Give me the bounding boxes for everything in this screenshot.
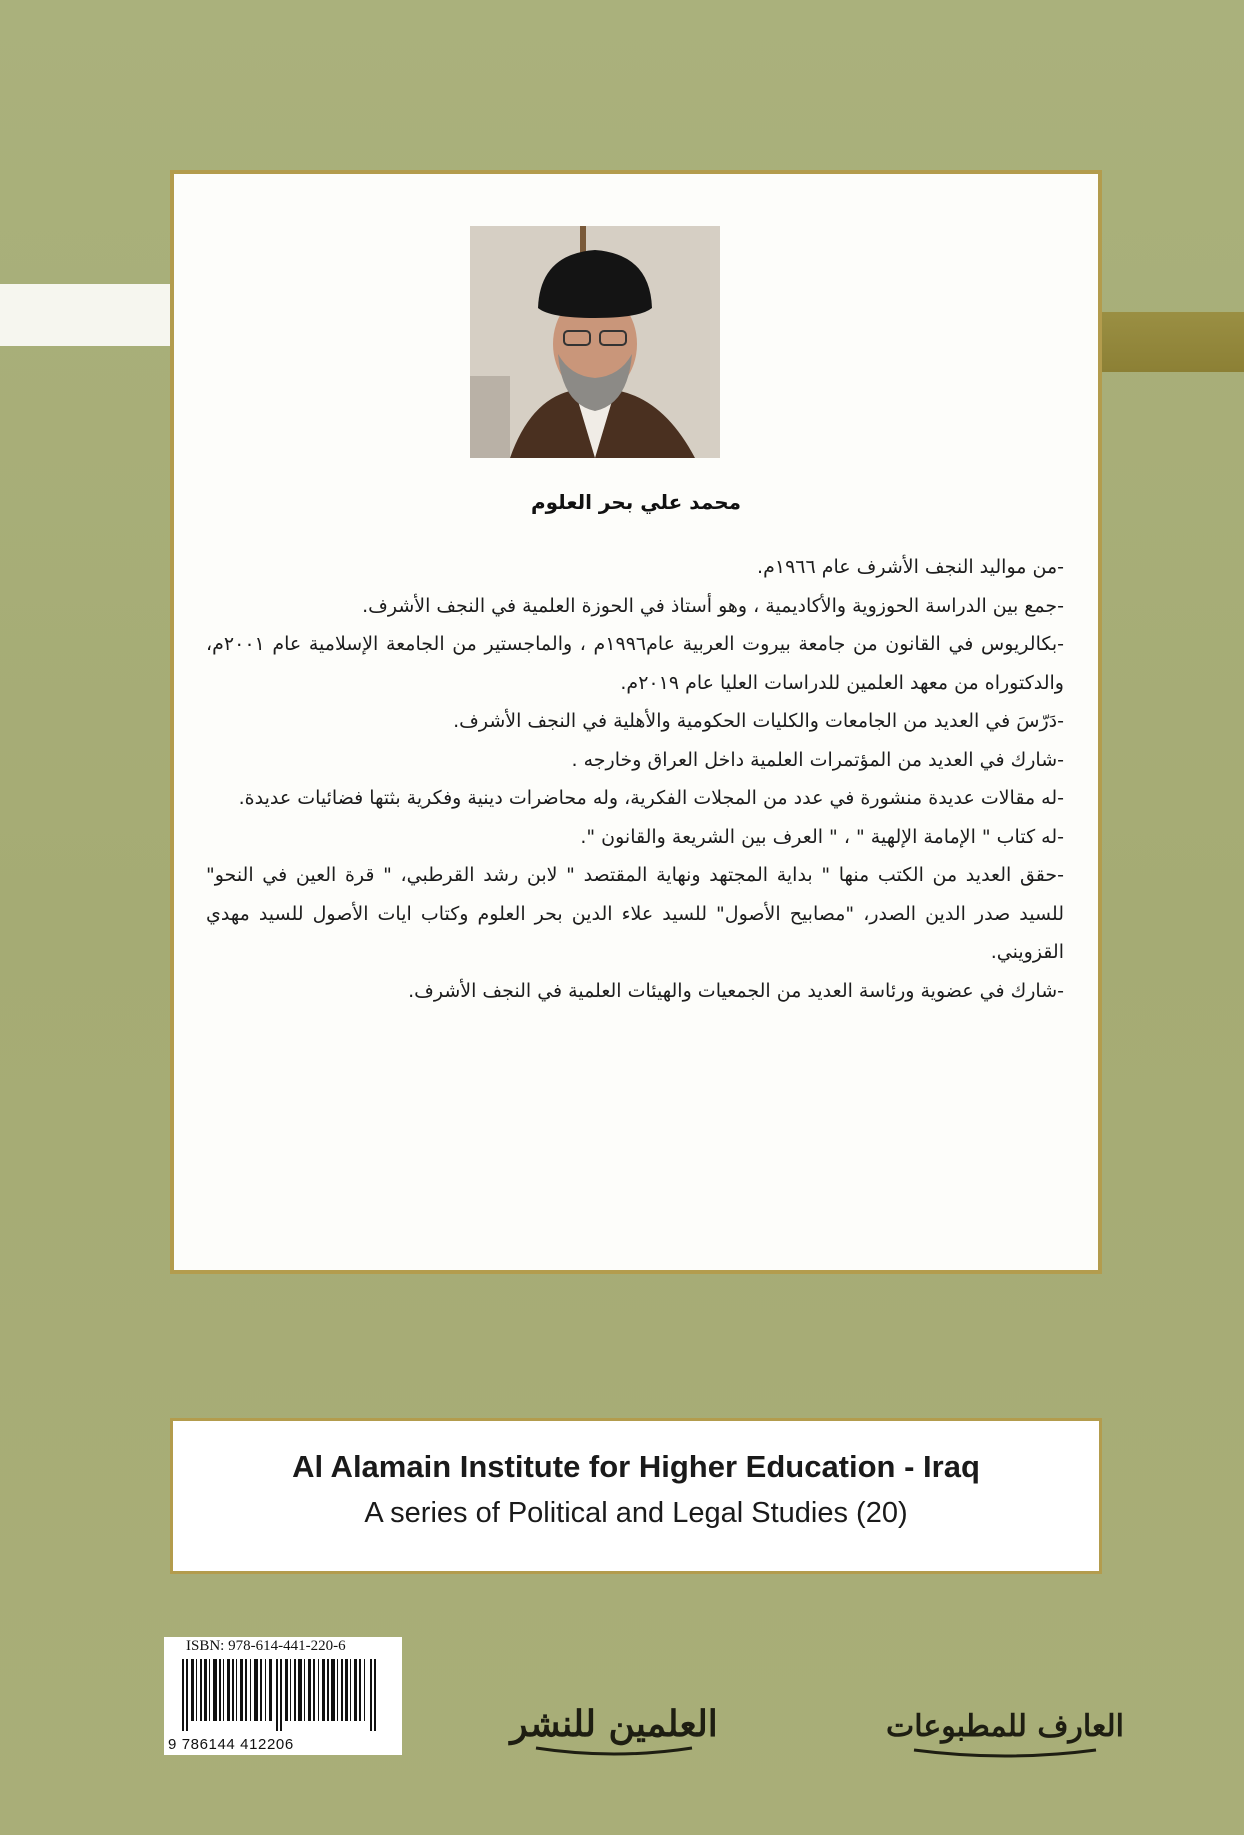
series-info-panel: [170, 1418, 1102, 1574]
alalamain-publishing-logo: [510, 1682, 718, 1762]
isbn-barcode-box: [164, 1637, 402, 1755]
left-publisher-logo-text: العلمين للنشر: [510, 1703, 718, 1745]
bio-line: -شارك في عضوية ورئاسة العديد من الجمعيات والهيئات العلمية في النجف الأشرف.: [408, 979, 1064, 1002]
author-portrait-photo: [470, 226, 720, 458]
institute-name: Al Alamain Institute for Higher Education - Iraq: [292, 1449, 980, 1484]
series-name: A series of Political and Legal Studies (20): [364, 1497, 908, 1529]
bio-line: -حقق العديد من الكتب منها " بداية المجتهد ونهاية المقتصد " لابن رشد القرطبي، " قرة العين في النحو" للسيد صدر الدين الصدر، "مصابيح الأصول" للسيد علاء الدين بحر العلوم وكتاب ايات الأصول للسيد مهدي القزويني.: [206, 864, 1064, 963]
right-publisher-logo-text: العارف للمطبوعات: [886, 1709, 1124, 1744]
barcode-digits: 9 786144 412206: [168, 1736, 294, 1753]
author-portrait-icon: [470, 226, 720, 458]
bio-line: -بكالريوس في القانون من جامعة بيروت العربية عام١٩٩٦م ، والماجستير من الجامعة الإسلامية عام ٢٠٠١م، والدكتوراه من معهد العلمين للدراسات العليا عام ٢٠١٩م.: [206, 633, 1064, 694]
bio-line: -له كتاب " الإمامة الإلهية " ، " العرف بين الشريعة والقانون ".: [580, 825, 1064, 848]
bio-line: -له مقالات عديدة منشورة في عدد من المجلات الفكرية، وله محاضرات دينية وفكرية بثتها فضائيات عديدة.: [238, 787, 1064, 809]
author-bio-panel: [170, 170, 1102, 1274]
alaref-publishing-logo: [886, 1680, 1124, 1764]
bio-line: -دَرّسَ في العديد من الجامعات والكليات الحكومية والأهلية في النجف الأشرف.: [453, 710, 1064, 732]
barcode-icon: [172, 1659, 394, 1731]
author-biography: [206, 548, 1064, 1010]
isbn-label: ISBN: 978-614-441-220-6: [186, 1638, 346, 1654]
bio-line: -شارك في العديد من المؤتمرات العلمية داخل العراق وخارجه .: [571, 748, 1064, 771]
left-decorative-stripe: [0, 284, 170, 346]
bio-line: -من مواليد النجف الأشرف عام ١٩٦٦م.: [757, 556, 1064, 578]
bio-line: -جمع بين الدراسة الحوزوية والأكاديمية ، وهو أستاذ في الحوزة العلمية في النجف الأشرف.: [362, 594, 1064, 617]
author-name: محمد علي بحر العلوم: [530, 490, 742, 514]
